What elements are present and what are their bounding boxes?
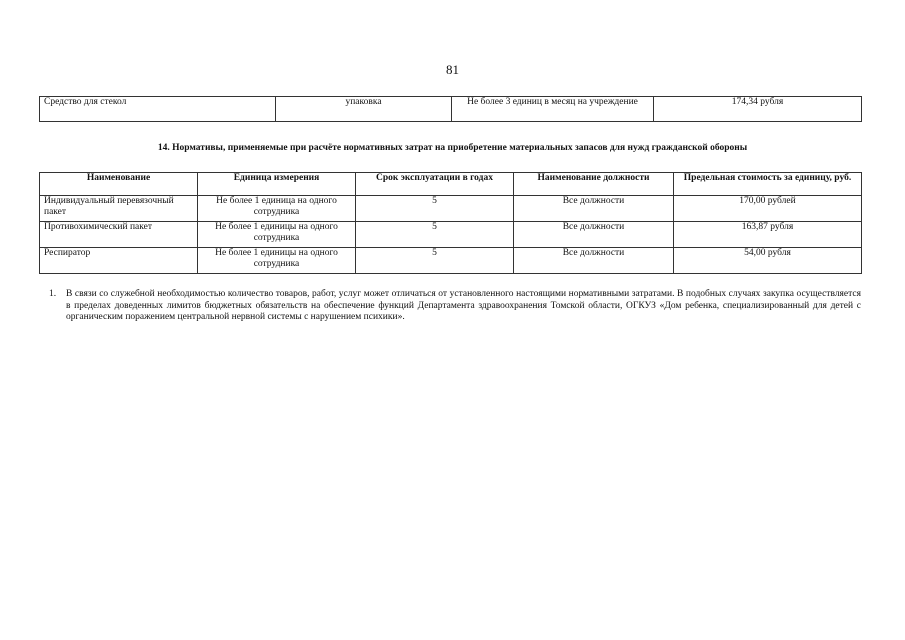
unit-cell: Не более 1 единицы на одного сотрудника	[198, 222, 356, 248]
position-cell: Все должности	[514, 222, 674, 248]
header-unit: Единица измерения	[198, 173, 356, 196]
term-cell: 5	[356, 248, 514, 274]
position-cell: Все должности	[514, 248, 674, 274]
section-heading: 14. Нормативы, применяемые при расчёте нормативных затрат на приобретение материальных запасов для нужд гражданской обороны	[157, 143, 748, 153]
term-cell: 5	[356, 222, 514, 248]
header-term: Срок эксплуатации в годах	[356, 173, 514, 196]
footnote-text: В связи со служебной необходимостью количество товаров, работ, услуг может отличаться от установленного настоящими нормативными затратами. В подобных случаях закупка осуществляется в пределах доведенных лимитов бюджетных обязательств на обеспечение функций Департамента здравоохранения Томской области, ОГКУЗ «Дом ребенка, специализированный для детей с органическим поражением центральной нервной системы с нарушением психики».	[66, 289, 861, 322]
position-cell: Все должности	[514, 196, 674, 222]
unit-cell: упаковка	[276, 97, 452, 122]
quantity-cell: Не более 3 единиц в месяц на учреждение	[452, 97, 654, 122]
item-name-cell: Противохимический пакет	[40, 222, 198, 248]
price-cell: 170,00 рублей	[674, 196, 862, 222]
table-row	[40, 97, 862, 122]
unit-cell: Не более 1 единица на одного сотрудника	[198, 196, 356, 222]
supplies-table	[39, 96, 862, 122]
unit-cell: Не более 1 единицы на одного сотрудника	[198, 248, 356, 274]
table-header-row	[40, 173, 862, 196]
table-row	[40, 196, 862, 222]
header-position: Наименование должности	[514, 173, 674, 196]
page-number: 81	[446, 62, 459, 77]
price-cell: 163,87 рубля	[674, 222, 862, 248]
item-name-cell: Респиратор	[40, 248, 198, 274]
footnote	[49, 289, 861, 324]
price-cell: 174,34 рубля	[654, 97, 862, 122]
price-cell: 54,00 рубля	[674, 248, 862, 274]
header-name: Наименование	[40, 173, 198, 196]
header-price: Предельная стоимость за единицу, руб.	[674, 173, 862, 196]
term-cell: 5	[356, 196, 514, 222]
civil-defense-table	[39, 172, 862, 274]
table-row	[40, 248, 862, 274]
item-name-cell: Средство для стекол	[40, 97, 276, 122]
item-name-cell: Индивидуальный перевязочный пакет	[40, 196, 198, 222]
footnote-number: 1.	[49, 289, 57, 299]
table-row	[40, 222, 862, 248]
